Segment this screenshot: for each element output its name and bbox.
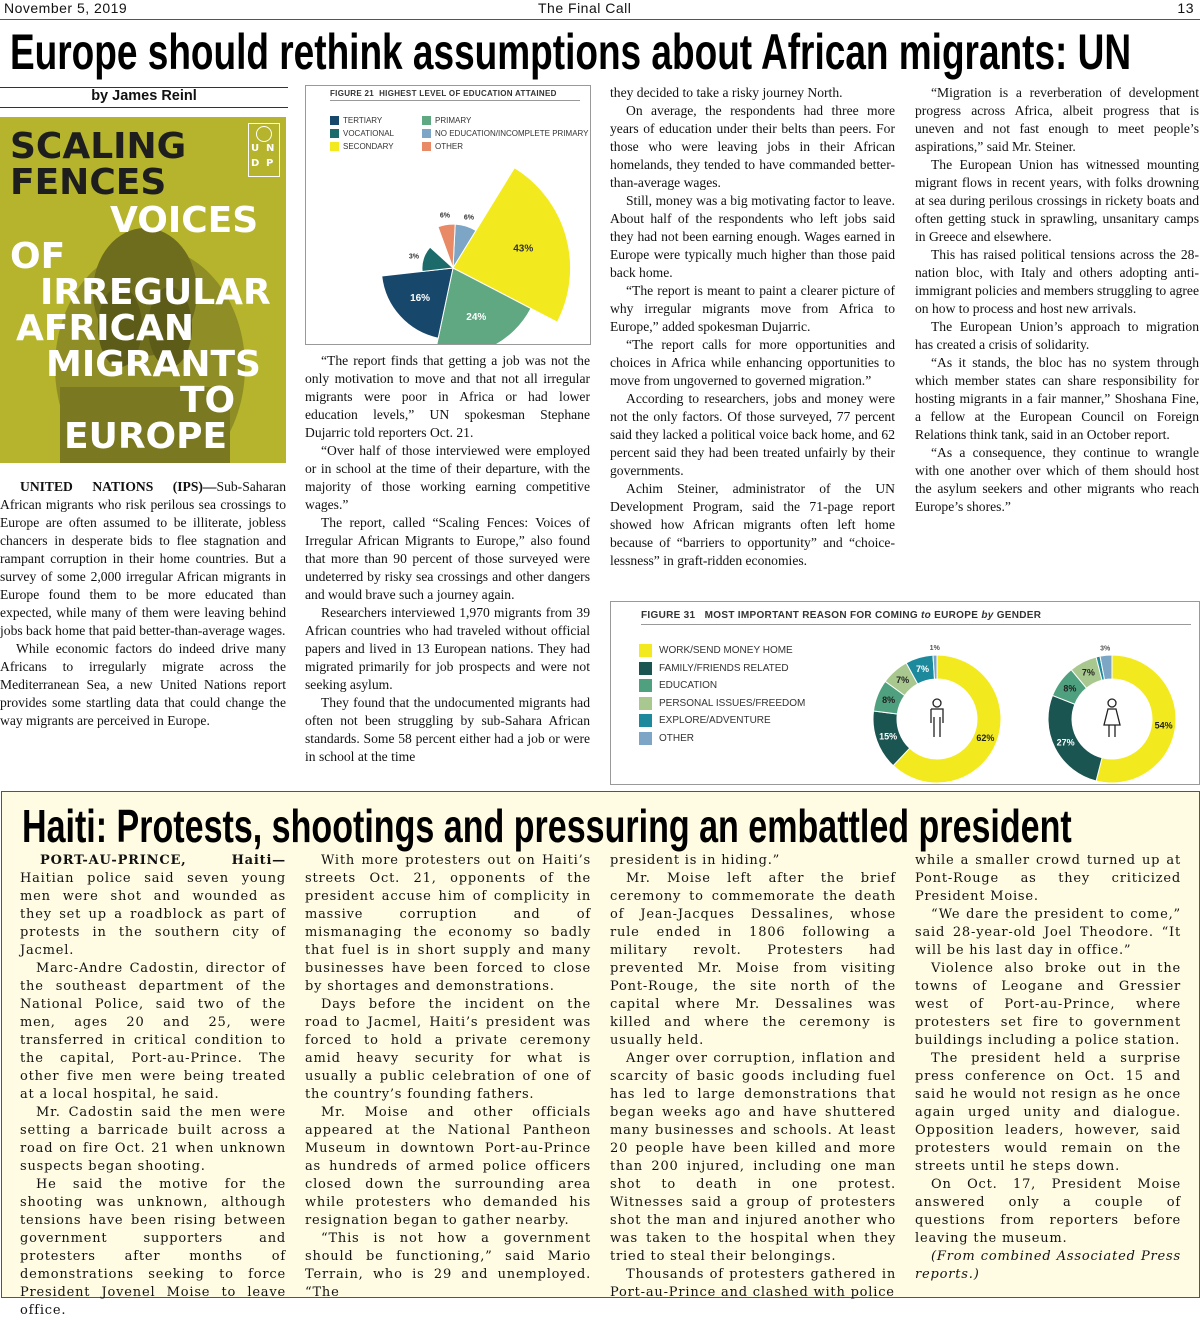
paragraph: Days before the incident on the road to Jacmel, Haiti’s president was forced to hold a private ceremony amid heavy security for what is usually a public celebration of one of the country’s founding fathers. <box>305 997 591 1102</box>
byline: by James Reinl <box>91 88 197 104</box>
paragraph: “As it stands, the bloc has no system through which member states can share responsibility for hosting migrants in a fair manner,” Shoshana Fine, a fellow at the European Council on Foreign Relations think tank, said in an October report. <box>915 355 1199 442</box>
figure-21-education-chart <box>305 85 591 345</box>
paragraph: He said the motive for the shooting was unknown, although tensions have been rising between government supporters and protesters after months of demonstrations seeking to force President Jovenel Moise to leave office. <box>20 1177 286 1318</box>
donut-men <box>873 645 1001 783</box>
cover-subtitle-african: AFRICAN <box>16 308 194 349</box>
legend-label: PERSONAL ISSUES/FREEDOM <box>659 697 806 709</box>
figure-31-reasons-chart <box>610 601 1200 785</box>
paragraph: “The report finds that getting a job was not the only motivation to move and that not all irregular migrants were poor in Africa or had lower education levels,” UN spokesman Stephane Dujarric told reporters Oct. 21. <box>305 353 590 440</box>
cover-subtitle-europe: EUROPE <box>64 416 228 457</box>
paragraph: “Migration is a reverberation of development progress across Africa, albeit progress that is uneven and not fast enough to meet people’s aspirations,” said Mr. Steiner. <box>915 85 1199 154</box>
paragraph: On average, the respondents had three more years of education under their belts than peers. For those who were leaving jobs in their African homelands, they tended to have commanded better-than-average wages. <box>610 103 895 190</box>
dateline: UNITED NATIONS (IPS)— <box>20 479 217 494</box>
legend-label: OTHER <box>435 142 463 151</box>
story1-column-1 <box>0 478 286 730</box>
undp-logo <box>248 123 280 177</box>
paragraph: Researchers interviewed 1,970 migrants from 39 African countries who had traveled without official papers and lived in 13 European nations. They had migrated primarily for job prospects and were not seeking asylum. <box>305 605 590 692</box>
pie-label: 16% <box>410 292 431 304</box>
paragraph: president is in hiding.” <box>610 853 781 868</box>
paragraph: Mr. Cadostin said the men were setting a barricade built across a road on fire Oct. 21 when unknown suspects began shooting. <box>20 1105 286 1174</box>
legend-label: PRIMARY <box>435 116 472 125</box>
female-figure-icon <box>1104 699 1120 737</box>
donut-label: 62% <box>976 733 995 744</box>
paragraph: Marc-Andre Cadostin, director of the southeast department of the National Police, said two of the men, ages 20 and 25, were transferred in critical condition to the capital, Port-au-Prince. The other five men were being treated at a local hospital, he said. <box>20 961 286 1102</box>
logo-letter-p: P <box>266 158 274 169</box>
legend-label: SECONDARY <box>343 142 394 151</box>
paragraph: With more protesters out on Haiti’s streets Oct. 21, opponents of the president accuse him of complicity in massive corruption and of mismanaging the economy so badly that fuel is in short supply and many businesses have been forced to close by shortages and demonstrations. <box>305 853 591 994</box>
story1-column-2 <box>305 352 590 766</box>
paragraph: Violence also broke out in the towns of Leogane and Gressier west of Port-au-Prince, where protesters set fire to government buildings including a police station. <box>915 961 1181 1048</box>
paragraph: This has raised political tensions across the 28-nation bloc, with Italy and others adopting anti-immigrant policies and members struggling to agree on how to process and host new arrivals. <box>915 247 1199 316</box>
donut-label: 15% <box>879 731 898 742</box>
report-cover-image <box>0 117 286 463</box>
logo-letter-n: N <box>266 143 275 154</box>
donut-label: 54% <box>1154 720 1173 731</box>
donut-label: 27% <box>1056 737 1075 748</box>
donut-label: 8% <box>1063 683 1077 694</box>
figure-21-pie <box>306 86 590 344</box>
legend-label: EXPLORE/ADVENTURE <box>659 715 771 727</box>
paragraph: The European Union’s approach to migration has created a crisis of solidarity. <box>915 319 1199 352</box>
paragraph: “The report calls for more opportunities and choices in Africa while enhancing opportunities to move from ungoverned to governed migration.” <box>610 337 895 388</box>
pie-label: 3% <box>408 253 419 261</box>
logo-letter-d: D <box>251 158 260 169</box>
donut-label: 3% <box>1100 645 1111 653</box>
cover-subtitle-voices: VOICES <box>110 200 259 241</box>
legend-label: VOCATIONAL <box>343 129 394 138</box>
cover-subtitle-migrants: MIGRANTS <box>46 344 261 385</box>
story1-column-4 <box>915 84 1199 516</box>
page-number: 13 <box>1177 0 1194 16</box>
male-figure-icon <box>931 699 943 737</box>
paragraph: On Oct. 17, President Moise answered only a couple of questions from reporters before leaving the museum. <box>915 1177 1181 1246</box>
paragraph: they decided to take a risky journey North. <box>610 85 843 100</box>
story2-column-1 <box>20 852 286 1320</box>
pie-label: 43% <box>513 243 534 255</box>
paragraph: Mr. Moise and other officials appeared at the National Pantheon Museum in downtown Port-au-Prince as hundreds of armed police officers closed down the surrounding area while protesters who demanded his resignation began to gather nearby. <box>305 1105 591 1228</box>
paragraph: Anger over corruption, inflation and scarcity of basic goods including fuel has led to large demonstrations that began weeks ago and have shuttered many businesses and schools. At least 20 people have been killed and more than 200 injured, including one man shot to death in one protest. Witnesses said a group of protesters shot the man and injured another who was taken to the hospital when they tried to steal their belongings. <box>610 1051 896 1264</box>
paragraph: PORT-AU-PRINCE, Haiti—Haitian police said seven young men were shot and wounded as they set up a roadblock as part of protests in the southern city of Jacmel. <box>20 853 286 958</box>
logo-letter-u: U <box>251 143 260 154</box>
paragraph: The report, called “Scaling Fences: Voices of Irregular African Migrants to Europe,” also found that more than 90 percent of those surveyed were undeterred by risky sea crossings and other dangers and would brave such a journey again. <box>305 515 590 602</box>
newspaper-name: The Final Call <box>538 0 632 16</box>
paragraph: Thousands of protesters gathered in Port-au-Prince and clashed with police <box>610 1267 896 1300</box>
legend-label: TERTIARY <box>343 116 383 125</box>
paragraph: while a smaller crowd turned up at Pont-Rouge as they criticized President Moise. <box>915 853 1181 904</box>
paragraph: “The report is meant to paint a clearer picture of why irregular migrants move from Africa to Europe,” added spokesman Dujarric. <box>610 283 895 334</box>
cover-title-fences: FENCES <box>10 162 167 203</box>
story1-headline: Europe should rethink assumptions about African migrants: UN <box>10 24 1132 80</box>
paragraph: “This is not how a government should be functioning,” said Mario Terrain, who is 29 and unemployed. “The <box>305 1231 591 1300</box>
story2-column-3 <box>610 852 896 1302</box>
dateline: PORT-AU-PRINCE, Haiti— <box>40 853 286 868</box>
paragraph: According to researchers, jobs and money were not the only factors. Of those surveyed, 77 percent said they lacked a political voice back home, and 62 percent said they had been treated unfairly by their governments. <box>610 391 895 478</box>
paragraph: The European Union has witnessed mounting migrant flows in recent years, with folks drowning at sea during perilous crossings in rickety boats and often getting stuck in sprawling, unsanitary camps in Greece and elsewhere. <box>915 157 1199 244</box>
paragraph: “Over half of those interviewed were employed or in school at the time of their departure, with the majority of those working earning competitive wages.” <box>305 443 590 512</box>
donut-label: 8% <box>882 694 896 705</box>
paragraph: “We dare the president to come,” said 28-year-old Joel Theodore. “It will be his last day in office.” <box>915 907 1181 958</box>
cover-subtitle-of: OF <box>10 236 66 277</box>
legend-label: WORK/SEND MONEY HOME <box>659 645 793 657</box>
legend-label: OTHER <box>659 732 694 744</box>
legend-label: EDUCATION <box>659 680 718 692</box>
cover-title-scaling: SCALING <box>10 126 187 167</box>
pie-label: 6% <box>463 214 474 222</box>
cover-subtitle-to: TO <box>180 380 236 421</box>
paragraph: UNITED NATIONS (IPS)—Sub-Saharan African migrants who risk perilous sea crossings to Europe are often assumed to be illiterate, jobless chancers in desperate bids to flee stagnation and rampant corruption in their home countries. But a survey of some 2,000 irregular African migrants in Europe found them to be more educated than expected, while many of them were leaving behind jobs back home that paid better-than-average wages. <box>0 479 286 638</box>
cover-subtitle-irregular: IRREGULAR <box>40 272 271 313</box>
pie-label: 6% <box>439 212 451 220</box>
donut-label: 7% <box>1081 667 1095 678</box>
figure-21-caption: FIGURE 21 HIGHEST LEVEL OF EDUCATION ATTAINED <box>330 89 557 98</box>
donut-label: 7% <box>896 674 910 685</box>
donut-women <box>1048 645 1176 783</box>
legend-label: NO EDUCATION/INCOMPLETE PRIMARY <box>435 129 589 138</box>
paragraph: The president held a surprise press conference on Oct. 15 and said he would not resign as he once again urged unity and dialogue. Opposition leaders, however, said protesters would remain on the streets until he steps down. <box>915 1051 1181 1174</box>
paragraph: Achim Steiner, administrator of the UN Development Program, said the 71-page report showed how African migrants often left home because of “barriers to opportunity” and “choice-lessness” in graft-ridden economies. <box>610 481 895 568</box>
byline-rule-bottom <box>0 107 288 108</box>
donut-label: 7% <box>915 664 930 675</box>
donut-label: 1% <box>929 645 940 653</box>
story2-column-4 <box>915 852 1181 1284</box>
figure-31-donuts <box>611 602 1199 784</box>
paragraph: They found that the undocumented migrants had often not been struggling by sub-Sahara African standards. Some 58 percent either had a job or were in school at the time <box>305 695 590 764</box>
page-header <box>0 0 1200 20</box>
story1-column-3 <box>610 84 895 570</box>
issue-date: November 5, 2019 <box>4 0 128 16</box>
figure-31-caption: FIGURE 31 MOST IMPORTANT REASON FOR COMING to EUROPE by GENDER <box>641 610 1042 621</box>
paragraph: Mr. Moise left after the brief ceremony to commemorate the death of Jean-Jacques Dessalines, whose rule ended in 1806 following a military revolt. Protesters had prevented Mr. Moise from visiting Pont-Rouge, the site north of the capital where Mr. Dessalines was killed and where the ceremony is usually held. <box>610 871 896 1048</box>
header-rule <box>0 19 1200 20</box>
paragraph: Still, money was a big motivating factor to leave. About half of the respondents who left jobs said they had not been earning enough. Wages earned in Europe were typically much higher than those paid back home. <box>610 193 895 280</box>
story2-column-2 <box>305 852 591 1302</box>
story2-headline: Haiti: Protests, shootings and pressuring an embattled president <box>22 800 1072 852</box>
un-emblem-icon <box>256 126 272 142</box>
pie-label: 24% <box>466 312 487 324</box>
paragraph: “As a consequence, they continue to wrangle with one another over which of them should host the asylum seekers and other migrants who reach Europe’s shores.” <box>915 445 1199 514</box>
paragraph: While economic factors do indeed drive many Africans to irregularly migrate across the Mediterranean Sea, a new United Nations report provides some startling data that could change the way migrants are perceived in Europe. <box>0 641 286 728</box>
donut-label: 1% <box>1091 646 1102 654</box>
credit-line: (From combined Associated Press reports.) <box>915 1249 1181 1282</box>
legend-label: FAMILY/FRIENDS RELATED <box>659 662 789 674</box>
